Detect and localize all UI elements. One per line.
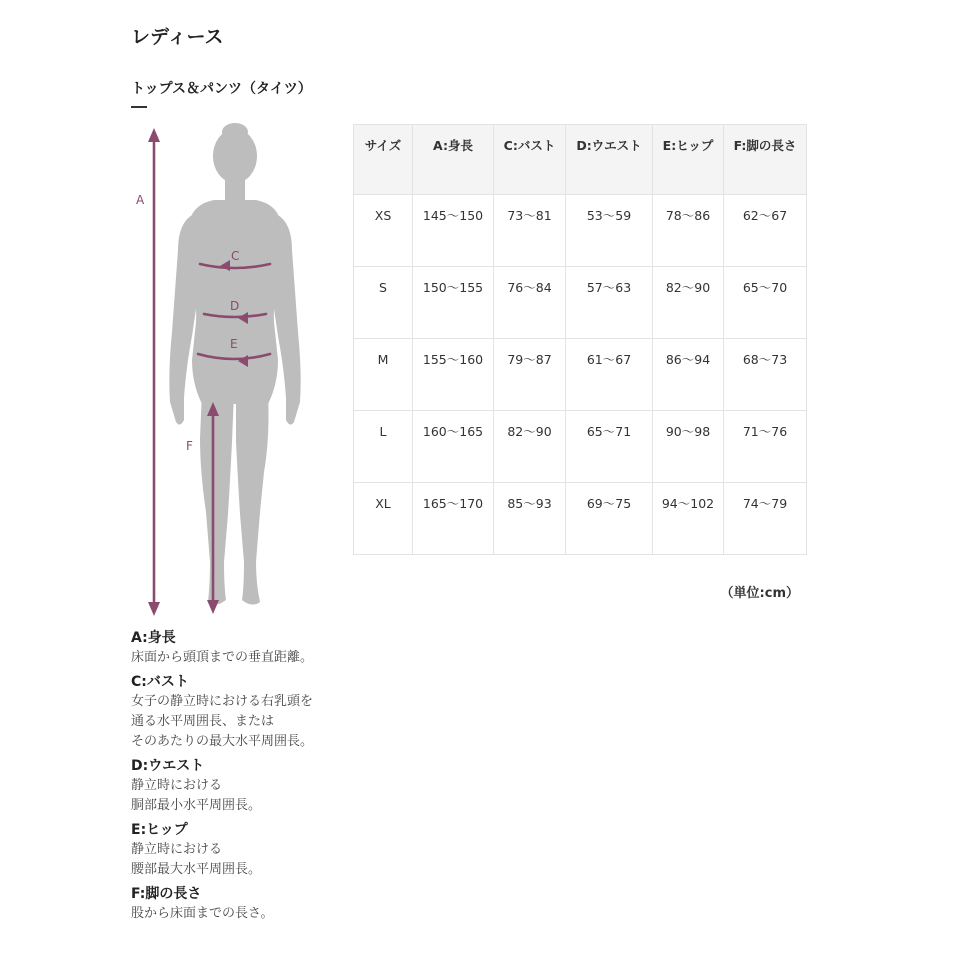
- waist-cell: 57～63: [566, 267, 653, 339]
- label-c: C: [231, 249, 240, 263]
- leg-length-cell: 74～79: [724, 483, 807, 555]
- header-hip: E:ヒップ: [653, 125, 724, 195]
- size-cell: M: [354, 339, 413, 411]
- legend-term: E:ヒップ: [131, 822, 188, 838]
- table-row: [354, 483, 807, 555]
- leg-length-cell: 62～67: [724, 195, 807, 267]
- label-e: E: [230, 337, 238, 351]
- leg-length-cell: 68～73: [724, 339, 807, 411]
- header-size: サイズ: [354, 125, 413, 195]
- label-a: A: [136, 193, 145, 207]
- table-header-row: [354, 125, 807, 195]
- legend-definition: 静立時における 腰部最大水平周囲長。: [131, 842, 262, 877]
- hip-cell: 90～98: [653, 411, 724, 483]
- leg-length-cell: 65～70: [724, 267, 807, 339]
- legend-term: A:身長: [131, 630, 176, 646]
- header-leg-length: F:脚の長さ: [724, 125, 807, 195]
- height-cell: 155～160: [413, 339, 494, 411]
- bust-cell: 82～90: [494, 411, 566, 483]
- waist-cell: 65～71: [566, 411, 653, 483]
- unit-note: （単位:cm）: [720, 586, 799, 601]
- legend-term: F:脚の長さ: [131, 886, 202, 902]
- measurement-legend: [131, 628, 391, 928]
- page-title: レディース: [131, 26, 224, 48]
- height-cell: 160～165: [413, 411, 494, 483]
- height-cell: 150～155: [413, 267, 494, 339]
- legend-item-hip: [131, 820, 391, 880]
- bust-cell: 76～84: [494, 267, 566, 339]
- table-row: [354, 411, 807, 483]
- table-row: [354, 339, 807, 411]
- waist-cell: 69～75: [566, 483, 653, 555]
- hip-cell: 94～102: [653, 483, 724, 555]
- legend-item-height: [131, 628, 391, 668]
- legend-item-waist: [131, 756, 391, 816]
- section-title: トップス＆パンツ（タイツ）: [131, 81, 312, 97]
- legend-definition: 静立時における 胴部最小水平周囲長。: [131, 778, 262, 813]
- legend-item-leg-length: [131, 884, 391, 924]
- waist-cell: 61～67: [566, 339, 653, 411]
- hip-cell: 86～94: [653, 339, 724, 411]
- size-cell: S: [354, 267, 413, 339]
- legend-term: D:ウエスト: [131, 758, 205, 774]
- leg-length-cell: 71～76: [724, 411, 807, 483]
- bust-cell: 85～93: [494, 483, 566, 555]
- waist-cell: 53～59: [566, 195, 653, 267]
- table-row: [354, 267, 807, 339]
- size-cell: XL: [354, 483, 413, 555]
- height-cell: 165～170: [413, 483, 494, 555]
- bust-cell: 79～87: [494, 339, 566, 411]
- size-chart-table: [353, 124, 807, 555]
- bust-cell: 73～81: [494, 195, 566, 267]
- body-measurement-figure: [128, 122, 328, 622]
- label-f: F: [186, 439, 193, 453]
- header-bust: C:バスト: [494, 125, 566, 195]
- legend-item-bust: [131, 672, 391, 752]
- legend-definition: 女子の静立時における右乳頭を 通る水平周囲長、または そのあたりの最大水平周囲長。: [131, 694, 314, 749]
- header-waist: D:ウエスト: [566, 125, 653, 195]
- height-cell: 145～150: [413, 195, 494, 267]
- legend-definition: 股から床面までの長さ。: [131, 906, 274, 921]
- hip-cell: 78～86: [653, 195, 724, 267]
- size-cell: L: [354, 411, 413, 483]
- legend-definition: 床面から頭頂までの垂直距離。: [131, 650, 314, 665]
- hip-cell: 82～90: [653, 267, 724, 339]
- body-silhouette: [169, 123, 300, 605]
- legend-term: C:バスト: [131, 674, 189, 690]
- table-row: [354, 195, 807, 267]
- header-height: A:身長: [413, 125, 494, 195]
- size-cell: XS: [354, 195, 413, 267]
- section-underline: [131, 106, 147, 108]
- label-d: D: [230, 299, 240, 313]
